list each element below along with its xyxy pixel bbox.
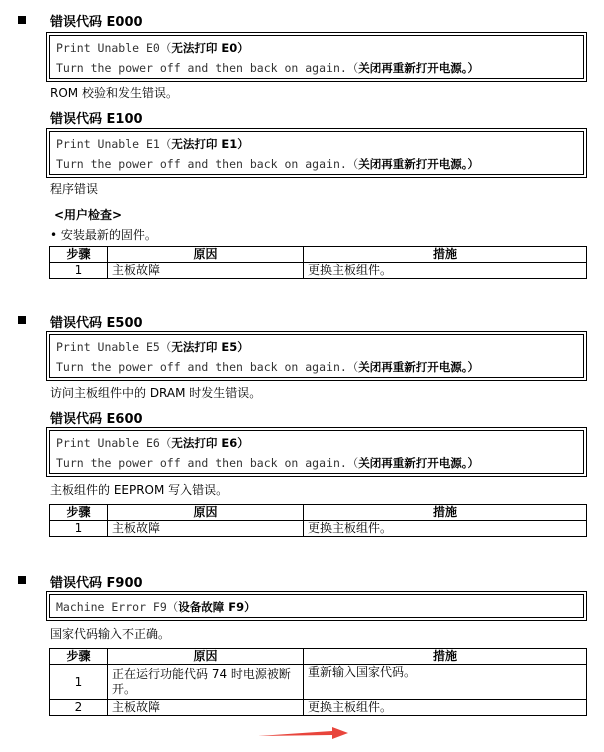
code-line: Print Unable E0（无法打印 E0） (56, 41, 249, 55)
user-check-title: <用户检查> (54, 208, 123, 222)
table-header-row (50, 505, 587, 521)
table-e100 (49, 246, 587, 279)
header-action: 措施 (304, 247, 587, 263)
cell-cause: 主板故障 (108, 700, 304, 716)
cell-action: 更换主板组件。 (304, 521, 587, 537)
code-line: Turn the power off and then back on again.（关闭再重新打开电源。） (56, 157, 480, 171)
header-cause: 原因 (108, 649, 304, 665)
section-bullet-e000 (18, 16, 26, 24)
annotation-arrow-icon (258, 727, 348, 741)
code-line: Print Unable E5（无法打印 E5） (56, 340, 249, 354)
cell-cause: 主板故障 (108, 521, 304, 537)
description-e000: ROM 校验和发生错误。 (50, 86, 178, 100)
table-row (50, 521, 587, 537)
heading-e500: 错误代码 E500 (50, 316, 143, 331)
cell-step: 1 (50, 665, 108, 700)
header-action: 措施 (304, 505, 587, 521)
arrow-shape (258, 727, 348, 739)
cell-step: 1 (50, 263, 108, 279)
cell-step: 2 (50, 700, 108, 716)
cell-action: 更换主板组件。 (304, 700, 587, 716)
code-line: Print Unable E6（无法打印 E6） (56, 436, 249, 450)
code-line: Turn the power off and then back on again.（关闭再重新打开电源。） (56, 456, 480, 470)
header-action: 措施 (304, 649, 587, 665)
table-header-row (50, 247, 587, 263)
description-e500: 访问主板组件中的 DRAM 时发生错误。 (50, 386, 262, 400)
table-f900 (49, 648, 587, 716)
user-check-item: • 安装最新的固件。 (50, 228, 157, 242)
cell-cause: 正在运行功能代码 74 时电源被断开。 (108, 665, 304, 700)
header-step: 步骤 (50, 505, 108, 521)
section-bullet-e500 (18, 316, 26, 324)
cell-step: 1 (50, 521, 108, 537)
code-line: Turn the power off and then back on again.（关闭再重新打开电源。） (56, 360, 480, 374)
section-bullet-f900 (18, 576, 26, 584)
code-line: Print Unable E1（无法打印 E1） (56, 137, 249, 151)
heading-f900: 错误代码 F900 (50, 576, 143, 591)
code-line: Turn the power off and then back on again.（关闭再重新打开电源。） (56, 61, 480, 75)
table-row (50, 700, 587, 716)
header-step: 步骤 (50, 247, 108, 263)
table-row (50, 665, 587, 700)
description-e100: 程序错误 (50, 182, 99, 196)
header-cause: 原因 (108, 505, 304, 521)
header-cause: 原因 (108, 247, 304, 263)
code-box-f900 (49, 594, 584, 618)
cell-action: 更换主板组件。 (304, 263, 587, 279)
description-f900: 国家代码输入不正确。 (50, 627, 171, 641)
cell-action: 重新输入国家代码。 (304, 665, 587, 700)
code-box-e000 (49, 35, 584, 79)
heading-e000: 错误代码 E000 (50, 15, 143, 30)
header-step: 步骤 (50, 649, 108, 665)
code-line: Machine Error F9（设备故障 F9） (56, 600, 256, 614)
heading-e600: 错误代码 E600 (50, 412, 143, 427)
code-box-e500 (49, 334, 584, 378)
table-e600 (49, 504, 587, 537)
cell-cause: 主板故障 (108, 263, 304, 279)
heading-e100: 错误代码 E100 (50, 112, 143, 127)
code-box-e600 (49, 430, 584, 474)
table-row (50, 263, 587, 279)
description-e600: 主板组件的 EEPROM 写入错误。 (50, 483, 229, 497)
code-box-e100 (49, 131, 584, 175)
table-header-row (50, 649, 587, 665)
